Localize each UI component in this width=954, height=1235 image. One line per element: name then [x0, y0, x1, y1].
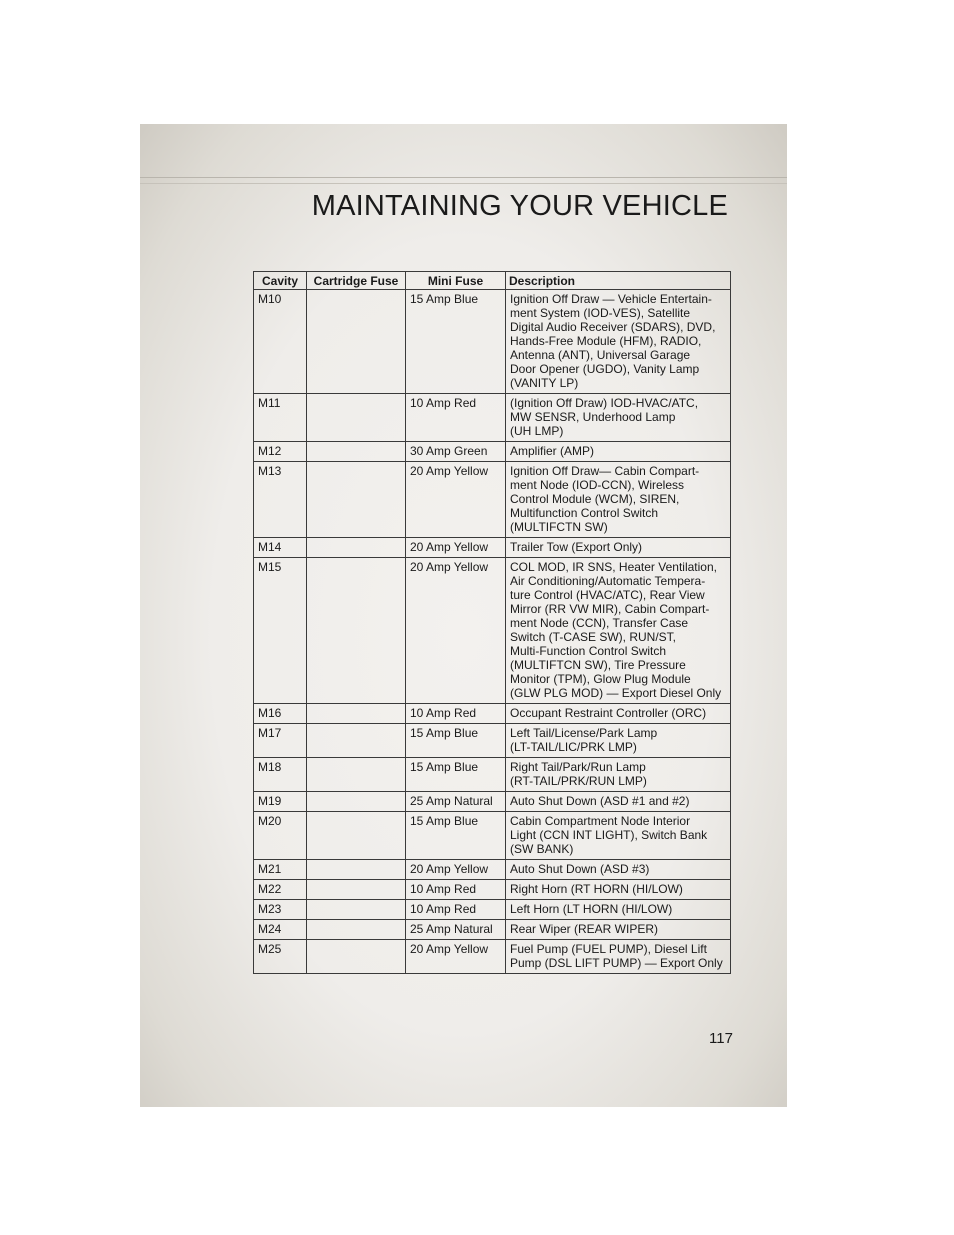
cell-description: Rear Wiper (REAR WIPER) [506, 920, 731, 940]
cell-cavity: M15 [254, 558, 307, 704]
fuse-table-body [254, 290, 731, 974]
cell-description: Trailer Tow (Export Only) [506, 538, 731, 558]
cell-description: Left Horn (LT HORN (HI/LOW) [506, 900, 731, 920]
cell-cavity: M11 [254, 394, 307, 442]
cell-mini-fuse: 10 Amp Red [406, 880, 506, 900]
cell-cartridge-fuse [307, 940, 406, 974]
cell-mini-fuse: 20 Amp Yellow [406, 538, 506, 558]
table-row [254, 394, 731, 442]
cell-cavity: M22 [254, 880, 307, 900]
cell-cartridge-fuse [307, 462, 406, 538]
cell-cavity: M25 [254, 940, 307, 974]
cell-cartridge-fuse [307, 558, 406, 704]
column-header-description: Description [506, 272, 731, 290]
cell-mini-fuse: 15 Amp Blue [406, 724, 506, 758]
cell-mini-fuse: 15 Amp Blue [406, 290, 506, 394]
cell-cavity: M21 [254, 860, 307, 880]
table-row [254, 792, 731, 812]
cell-mini-fuse: 10 Amp Red [406, 900, 506, 920]
cell-description: Cabin Compartment Node Interior Light (CCN INT LIGHT), Switch Bank (SW BANK) [506, 812, 731, 860]
cell-cartridge-fuse [307, 724, 406, 758]
cell-description: Fuel Pump (FUEL PUMP), Diesel Lift Pump (DSL LIFT PUMP) — Export Only [506, 940, 731, 974]
cell-mini-fuse: 15 Amp Blue [406, 758, 506, 792]
cell-cavity: M20 [254, 812, 307, 860]
cell-description: Right Tail/Park/Run Lamp (RT-TAIL/PRK/RUN LMP) [506, 758, 731, 792]
cell-mini-fuse: 15 Amp Blue [406, 812, 506, 860]
header-rule [140, 177, 787, 178]
cell-mini-fuse: 20 Amp Yellow [406, 860, 506, 880]
table-row [254, 558, 731, 704]
cell-description: Amplifier (AMP) [506, 442, 731, 462]
cell-cavity: M14 [254, 538, 307, 558]
cell-description: Ignition Off Draw — Vehicle Entertain- ment System (IOD-VES), Satellite Digital Audio Receiver (SDARS), DVD, Hands-Free Module (HFM), RADIO, Antenna (ANT), Universal Garage Door Opener (UGDO), Vanity Lamp (VANITY LP) [506, 290, 731, 394]
cell-cavity: M24 [254, 920, 307, 940]
cell-cartridge-fuse [307, 900, 406, 920]
cell-mini-fuse: 10 Amp Red [406, 394, 506, 442]
cell-cartridge-fuse [307, 290, 406, 394]
page-title: MAINTAINING YOUR VEHICLE [311, 190, 728, 222]
cell-mini-fuse: 20 Amp Yellow [406, 558, 506, 704]
cell-mini-fuse: 30 Amp Green [406, 442, 506, 462]
cell-description: Left Tail/License/Park Lamp (LT-TAIL/LIC/PRK LMP) [506, 724, 731, 758]
cell-mini-fuse: 10 Amp Red [406, 704, 506, 724]
table-row [254, 704, 731, 724]
cell-cavity: M16 [254, 704, 307, 724]
table-row [254, 538, 731, 558]
cell-mini-fuse: 25 Amp Natural [406, 920, 506, 940]
table-row [254, 940, 731, 974]
cell-cartridge-fuse [307, 394, 406, 442]
column-header-cavity: Cavity [254, 272, 307, 290]
column-header-cartridge-fuse: Cartridge Fuse [307, 272, 406, 290]
header-rule-thin [140, 183, 787, 184]
cell-cavity: M13 [254, 462, 307, 538]
cell-description: Auto Shut Down (ASD #3) [506, 860, 731, 880]
cell-description: Right Horn (RT HORN (HI/LOW) [506, 880, 731, 900]
cell-mini-fuse: 25 Amp Natural [406, 792, 506, 812]
page-number: 117 [709, 1030, 733, 1047]
cell-cavity: M17 [254, 724, 307, 758]
column-header-mini-fuse: Mini Fuse [406, 272, 506, 290]
table-row [254, 442, 731, 462]
cell-cartridge-fuse [307, 880, 406, 900]
header-row [254, 272, 731, 290]
table-row [254, 812, 731, 860]
cell-cartridge-fuse [307, 538, 406, 558]
table-row [254, 880, 731, 900]
cell-cavity: M23 [254, 900, 307, 920]
table-row [254, 900, 731, 920]
cell-description: (Ignition Off Draw) IOD-HVAC/ATC, MW SENSR, Underhood Lamp (UH LMP) [506, 394, 731, 442]
cell-cartridge-fuse [307, 758, 406, 792]
table-row [254, 920, 731, 940]
cell-cavity: M10 [254, 290, 307, 394]
cell-cartridge-fuse [307, 704, 406, 724]
table-row [254, 462, 731, 538]
cell-cartridge-fuse [307, 920, 406, 940]
cell-description: Ignition Off Draw— Cabin Compart- ment Node (IOD-CCN), Wireless Control Module (WCM), SIREN, Multifunction Control Switch (MULTIFCTN SW) [506, 462, 731, 538]
table-row [254, 290, 731, 394]
cell-cartridge-fuse [307, 792, 406, 812]
cell-cartridge-fuse [307, 442, 406, 462]
cell-description: Auto Shut Down (ASD #1 and #2) [506, 792, 731, 812]
fuse-table [253, 271, 731, 974]
cell-cavity: M18 [254, 758, 307, 792]
table-row [254, 758, 731, 792]
fuse-table-header [254, 272, 731, 290]
table-row [254, 724, 731, 758]
cell-mini-fuse: 20 Amp Yellow [406, 940, 506, 974]
cell-cavity: M12 [254, 442, 307, 462]
manual-page [140, 124, 787, 1107]
table-row [254, 860, 731, 880]
cell-cavity: M19 [254, 792, 307, 812]
cell-cartridge-fuse [307, 860, 406, 880]
cell-description: Occupant Restraint Controller (ORC) [506, 704, 731, 724]
cell-cartridge-fuse [307, 812, 406, 860]
cell-mini-fuse: 20 Amp Yellow [406, 462, 506, 538]
cell-description: COL MOD, IR SNS, Heater Ventilation, Air Conditioning/Automatic Tempera- ture Control (HVAC/ATC), Rear View Mirror (RR VW MIR), Cabin Compart- ment Node (CCN), Transfer Case Switch (T-CASE SW), RUN/ST, Multi-Function Control Switch (MULTIFTCN SW), Tire Pressure Monitor (TPM), Glow Plug Module (GLW PLG MOD) — Export Diesel Only [506, 558, 731, 704]
